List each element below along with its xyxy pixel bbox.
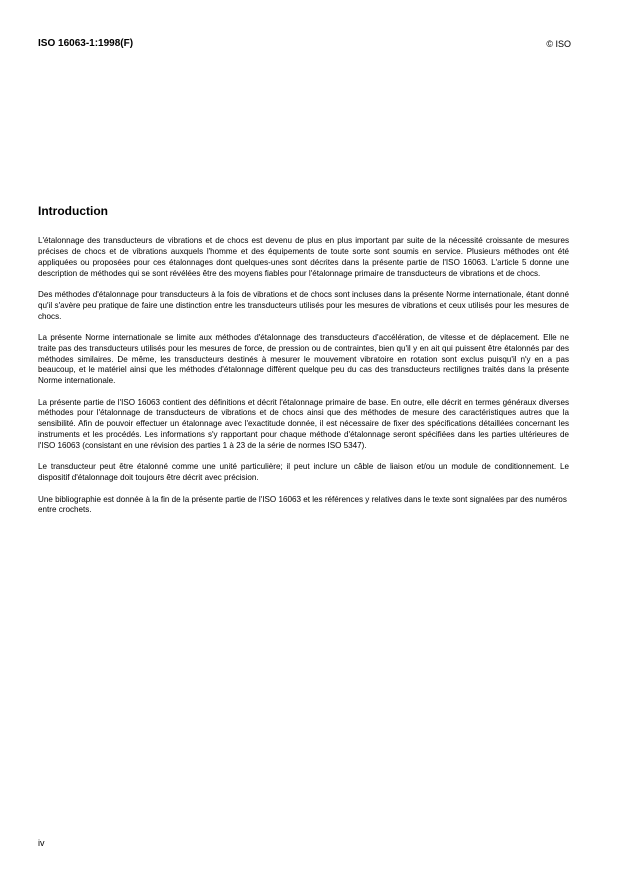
paragraph-6: Une bibliographie est donnée à la fin de la présente partie de l'ISO 16063 et les références y relatives dans le texte sont signalées par des numéros entre crochets. bbox=[38, 494, 567, 515]
page-number: iv bbox=[38, 838, 45, 848]
paragraph-1: L'étalonnage des transducteurs de vibrations et de chocs est devenu de plus en plus important par suite de la nécessité croissante de mesures précises de chocs et de vibrations auxquels l'homme et des équipements de toute sorte sont soumis en service. Plusieurs méthodes ont été appliquées ou proposées pour ces étalonnages dont quelques-unes sont décrites dans la présente partie de l'ISO 16063. L'article 5 donne une description de méthodes qui se sont révélées être des moyens fiables pour l'étalonnage primaire de transducteurs de vibrations et de chocs. bbox=[38, 236, 569, 278]
section-body bbox=[38, 236, 569, 527]
paragraph-4: La présente partie de l'ISO 16063 contient des définitions et décrit l'étalonnage primaire de base. En outre, elle décrit en termes généraux diverses méthodes pour l'étalonnage de transducteurs de vibrations et de chocs ainsi que des méthodes de mesure des caractéristiques autres que la sensibilité. Afin de pouvoir effectuer un étalonnage avec l'exactitude donnée, il est nécessaire de fixer des spécifications détaillées concernant les instruments et les procédés. Les informations s'y rapportant pour chaque méthode d'étalonnage seront spécifiées dans les parties ultérieures de l'ISO 16063 (consistant en une révision des parties 1 à 23 de la série de normes ISO 5347). bbox=[38, 397, 569, 450]
paragraph-2: Des méthodes d'étalonnage pour transducteurs à la fois de vibrations et de chocs sont incluses dans la présente Norme internationale, étant donné qu'il s'avère peu pratique de faire une distinction entre les transducteurs utilisés pour les mesures de vibrations et ceux utilisés pour les mesures de chocs. bbox=[38, 289, 569, 321]
paragraph-5: Le transducteur peut être étalonné comme une unité particulière; il peut inclure un câble de liaison et/ou un module de conditionnement. Le dispositif d'étalonnage doit toujours être décrit avec précision. bbox=[38, 462, 569, 483]
copyright-notice: © ISO bbox=[546, 39, 571, 49]
standard-reference: ISO 16063-1:1998(F) bbox=[38, 38, 134, 49]
paragraph-3: La présente Norme internationale se limite aux méthodes d'étalonnage des transducteurs d'accélération, de vitesse et de déplacement. Elle ne traite pas des transducteurs utilisés pour les mesures de force, de pression ou de contraintes, bien qu'il y en ait qui puissent être étalonnés par des méthodes similaires. De même, les transducteurs destinés à mesurer le mouvement vibratoire en rotation sont exclus puisqu'il n'y en a pas beaucoup, et le matériel ainsi que les méthodes d'étalonnage diffèrent quelque peu du cas des transducteurs rectilignes traités dans la présente Norme internationale. bbox=[38, 332, 569, 386]
section-title: Introduction bbox=[38, 204, 108, 218]
